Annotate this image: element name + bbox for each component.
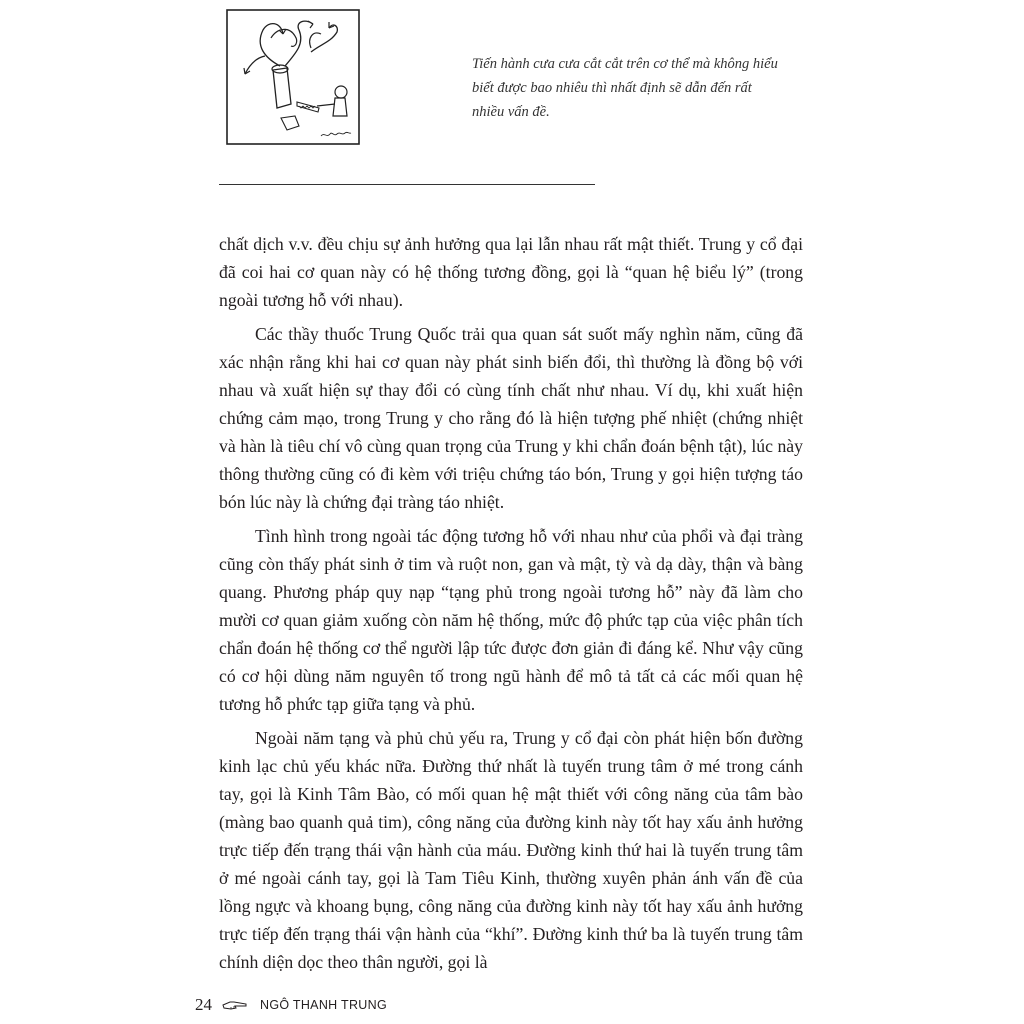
paragraph: Tình hình trong ngoài tác động tương hỗ với nhau như của phổi và đại tràng cũng còn thấy phát sinh ở tim và ruột non, gan và mật, tỳ và dạ dày, thận và bàng quang. Phương pháp quy nạp “tạng phủ trong ngoài tương hỗ” này đã làm cho mười cơ quan giảm xuống còn năm hệ thống, mức độ phức tạp của việc phân tích chẩn đoán hệ thống cơ thể người lập tức được đơn giản đi đáng kể. Như vậy cũng có cơ hội dùng năm nguyên tố trong ngũ hành để mô tả tất cả các mối quan hệ tương hỗ phức tạp giữa tạng và phủ. <box>219 526 803 714</box>
sawing-tree-cartoon-icon <box>225 8 361 146</box>
paragraph: Ngoài năm tạng và phủ chủ yếu ra, Trung y cổ đại còn phát hiện bốn đường kinh lạc chủ yếu khác nữa. Đường thứ nhất là tuyến trung tâm ở mé trong cánh tay, gọi là Kinh Tâm Bào, có mối quan hệ mật thiết với công năng của tâm bào (màng bao quanh quả tim), công năng của đường kinh này tốt hay xấu ảnh hưởng trực tiếp đến trạng thái vận hành của máu. Đường kinh thứ hai là tuyến trung tâm ở mé ngoài cánh tay, gọi là Tam Tiêu Kinh, thường xuyên phản ánh vấn đề của lồng ngực và khoang bụng, công năng của đường kinh này tốt hay xấu ảnh hưởng trực tiếp đến trạng thái vận hành của “khí”. Đường kinh thứ ba là tuyến trung tâm chính diện dọc theo thân người, gọi là <box>219 728 803 972</box>
body-text <box>219 230 803 982</box>
pointing-hand-icon <box>222 998 248 1012</box>
page-number: 24 <box>195 995 212 1014</box>
cartoon-illustration <box>225 8 361 146</box>
illustration-caption <box>472 52 807 124</box>
caption-line: nhiều vấn đề. <box>472 104 550 120</box>
author-name: NGÔ THANH TRUNG <box>260 998 387 1012</box>
paragraph: Các thầy thuốc Trung Quốc trải qua quan sát suốt mấy nghìn năm, cũng đã xác nhận rằng khi hai cơ quan này phát sinh biến đổi, thì thường là đồng bộ với nhau và xuất hiện sự thay đổi có cùng tính chất như nhau. Ví dụ, khi xuất hiện chứng cảm mạo, trong Trung y cho rằng đó là hiện tượng phế nhiệt (chứng nhiệt và hàn là tiêu chí vô cùng quan trọng của Trung y khi chẩn đoán bệnh tật), lúc này thông thường cũng có đi kèm với triệu chứng táo bón, Trung y gọi hiện tượng táo bón lúc này là chứng đại tràng táo nhiệt. <box>219 324 803 512</box>
paragraph: chất dịch v.v. đều chịu sự ảnh hưởng qua lại lẫn nhau rất mật thiết. Trung y cổ đại đã coi hai cơ quan này có hệ thống tương đồng, gọi là “quan hệ biểu lý” (trong ngoài tương hỗ với nhau). <box>219 234 803 310</box>
section-divider <box>219 184 595 185</box>
caption-line: biết được bao nhiêu thì nhất định sẽ dẫn đến rất <box>472 80 752 96</box>
page-footer <box>195 993 387 1017</box>
caption-line: Tiến hành cưa cưa cắt cắt trên cơ thể mà không hiểu <box>472 56 778 72</box>
